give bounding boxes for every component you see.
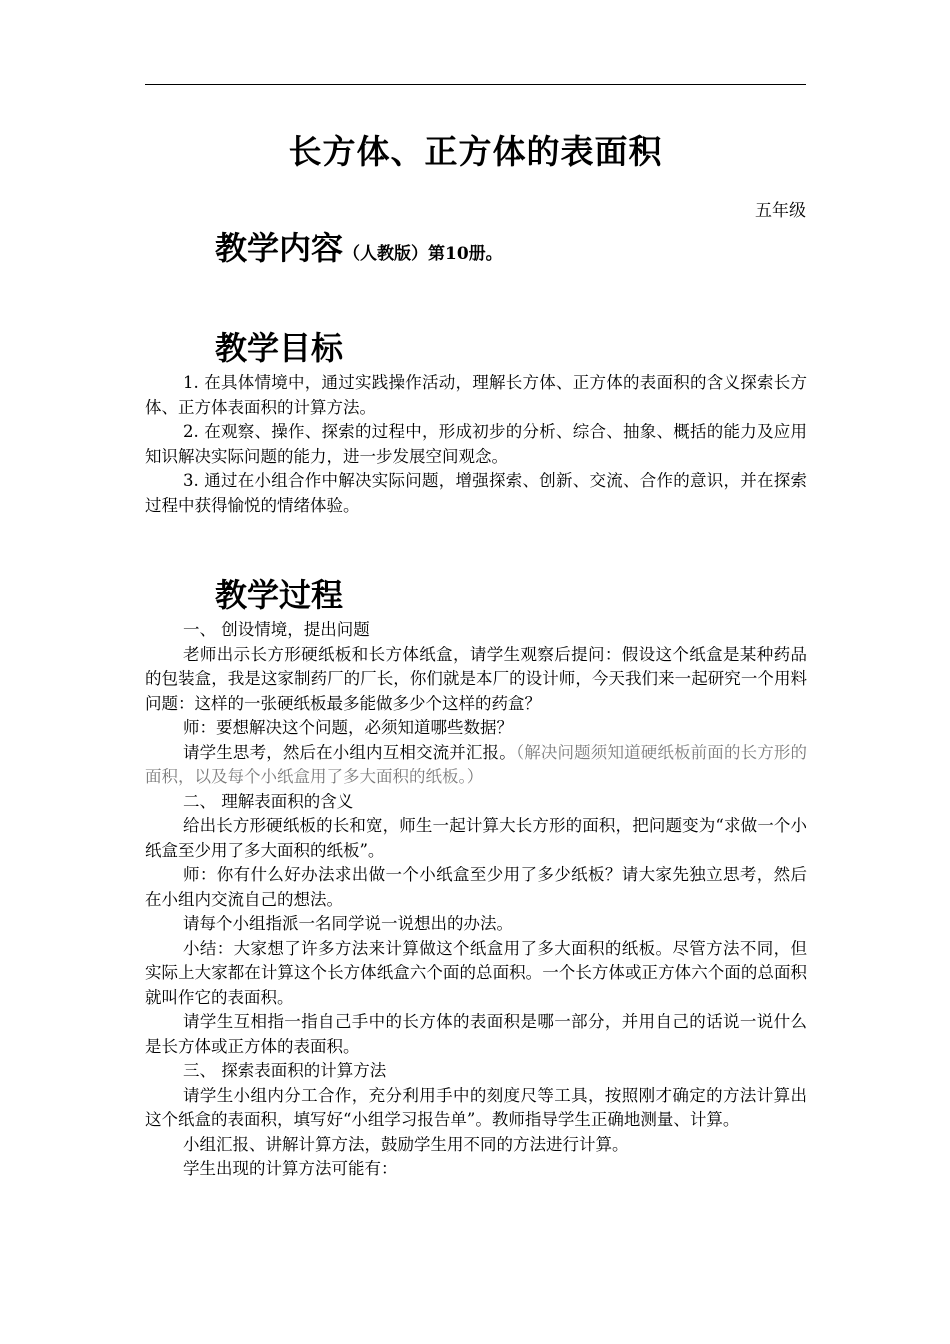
process-subheading-3: 三、 探索表面积的计算方法 [183, 1061, 387, 1080]
process-paragraph: 学生出现的计算方法可能有： [183, 1159, 398, 1178]
goal-item: 3. 通过在小组合作中解决实际问题，增强探索、创新、交流、合作的意识，并在探索过程中获得愉悦的情绪体验。 [145, 471, 807, 515]
process-paragraph: 给出长方形硬纸板的长和宽，师生一起计算大长方形的面积，把问题变为“求做一个小纸盒至少用了多大面积的纸板”。 [145, 816, 807, 860]
section-heading-content [215, 226, 503, 276]
process-paragraph: 请学生互相指一指自己手中的长方体的表面积是哪一部分，并用自己的话说一说什么是长方体或正方体的表面积。 [145, 1012, 807, 1056]
process-body [145, 618, 807, 1182]
process-paragraph: 小组汇报、讲解计算方法，鼓励学生用不同的方法进行计算。 [183, 1134, 629, 1154]
goals-list [145, 371, 807, 518]
process-paragraph: 老师出示长方形硬纸板和长方体纸盒，请学生观察后提问：假设这个纸盒是某种药品的包装盒，我是这家制药厂的厂长，你们就是本厂的设计师，今天我们来一起研究一个用料问题：这样的一张硬纸板最多能做多少个这样的药盒？ [145, 644, 807, 713]
process-paragraph: 师：你有什么好办法求出做一个小纸盒至少用了多少纸板？请大家先独立思考，然后在小组内交流自己的想法。 [145, 865, 807, 909]
process-paragraph [145, 741, 807, 790]
process-paragraph: 请每个小组指派一名同学说一说想出的办法。 [183, 914, 513, 933]
process-subheading-1: 一、 创设情境，提出问题 [183, 620, 370, 639]
section-heading-content-text: 教学内容 [215, 229, 344, 267]
section-heading-goals: 教学目标 [215, 329, 344, 367]
header-rule [145, 84, 806, 85]
grade-label: 五年级 [755, 201, 806, 221]
process-note: （解决问题须知道硬纸板前面的长方形的面积，以及每个小纸盒用了多大面积的纸板。） [145, 742, 808, 786]
document-title: 长方体、正方体的表面积 [288, 132, 663, 171]
process-paragraph-text: 请学生思考，然后在小组内互相交流并汇报。 [183, 742, 516, 762]
process-paragraph: 请学生小组内分工合作，充分利用手中的刻度尺等工具，按照刚才确定的方法计算出这个纸盒的表面积，填写好“小组学习报告单”。教师指导学生正确地测量、计算。 [145, 1085, 807, 1129]
section-heading-process: 教学过程 [215, 576, 344, 614]
process-paragraph: 小结：大家想了许多方法来计算做这个纸盒用了多大面积的纸板。尽管方法不同，但实际上大家都在计算这个长方体纸盒六个面的总面积。一个长方体或正方体六个面的总面积就叫作它的表面积。 [145, 938, 807, 1007]
process-paragraph: 师：要想解决这个问题，必须知道哪些数据？ [183, 718, 513, 737]
goal-item: 1. 在具体情境中，通过实践操作活动，理解长方体、正方体的表面积的含义探索长方体、正方体表面积的计算方法。 [145, 373, 807, 417]
process-subheading-2: 二、 理解表面积的含义 [183, 791, 354, 811]
content-edition-text: （人教版）第10册。 [343, 244, 503, 264]
goal-item: 2. 在观察、操作、探索的过程中，形成初步的分析、综合、抽象、概括的能力及应用知识解决实际问题的能力，进一步发展空间观念。 [145, 422, 807, 466]
